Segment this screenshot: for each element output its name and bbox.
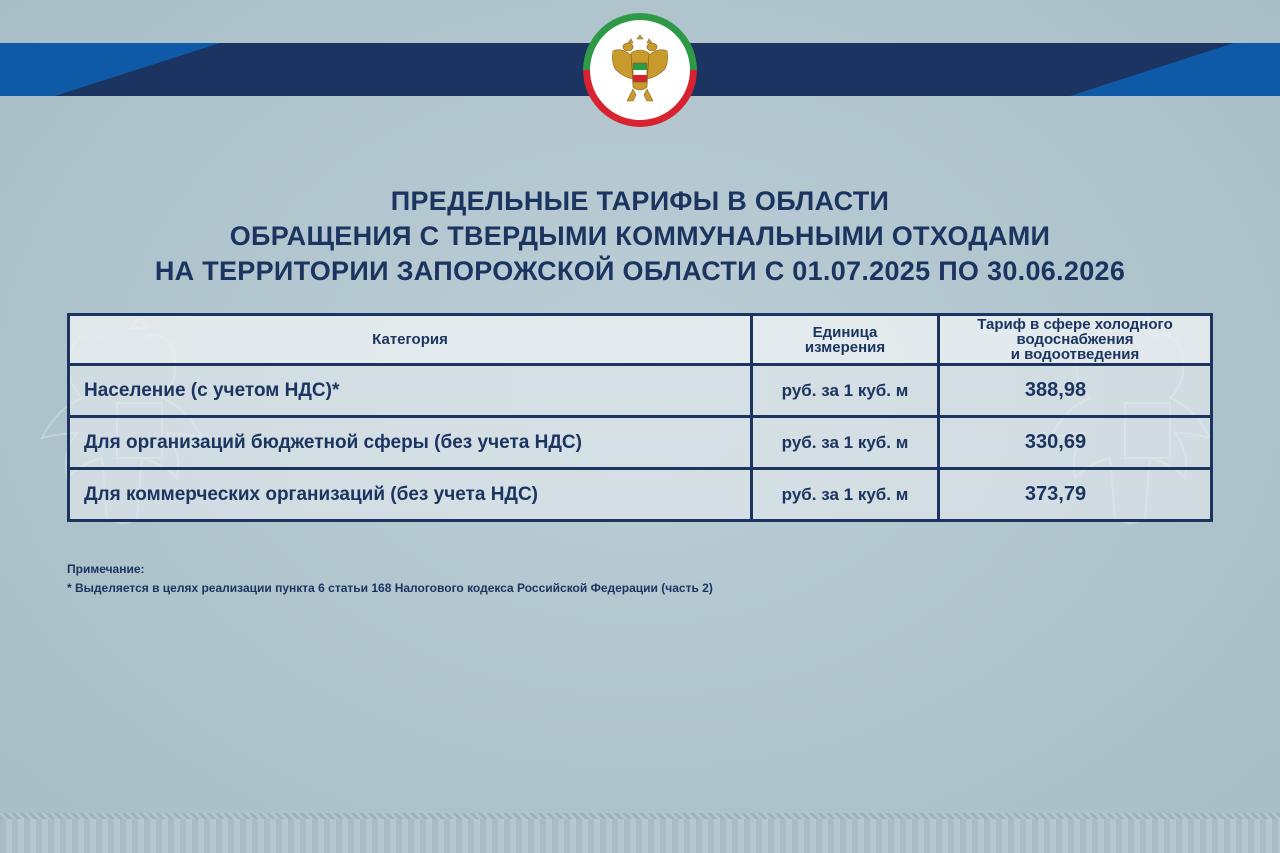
- row-category: Население (с учетом НДС)*: [69, 365, 752, 417]
- header-tariff: [939, 315, 1212, 365]
- page-title-line-2: ОБРАЩЕНИЯ С ТВЕРДЫМИ КОММУНАЛЬНЫМИ ОТХОДАМИ: [229, 221, 1051, 251]
- header-band-stripe-right: [1070, 43, 1280, 96]
- row-unit: руб. за 1 куб. м: [752, 417, 939, 469]
- row-value: 373,79: [939, 469, 1212, 521]
- header-tariff-line-1: Тариф в сфере холодного: [977, 316, 1173, 333]
- bottom-decorative-strip: [0, 813, 1280, 853]
- row-category: Для коммерческих организаций (без учета НДС): [69, 469, 752, 521]
- row-unit: руб. за 1 куб. м: [752, 469, 939, 521]
- header-band-stripe-left: [0, 43, 220, 96]
- page-title-line-3: НА ТЕРРИТОРИИ ЗАПОРОЖСКОЙ ОБЛАСТИ С 01.07.2025 ПО 30.06.2026: [154, 256, 1126, 286]
- coat-of-arms-emblem-icon: [583, 13, 697, 127]
- table-row: [69, 417, 1212, 469]
- row-unit: руб. за 1 куб. м: [752, 365, 939, 417]
- table-header-row: [69, 315, 1212, 365]
- header-unit-line-1: Единица: [812, 323, 878, 341]
- row-category: Для организаций бюджетной сферы (без учета НДС): [69, 417, 752, 469]
- tariffs-table: [67, 313, 1213, 522]
- header-tariff-line-3: и водоотведения: [1010, 346, 1140, 363]
- row-value: 388,98: [939, 365, 1212, 417]
- page-title-line-1: ПРЕДЕЛЬНЫЕ ТАРИФЫ В ОБЛАСТИ: [390, 186, 890, 216]
- row-value: 330,69: [939, 417, 1212, 469]
- header-category: Категория: [69, 315, 752, 365]
- page-title: [0, 184, 1280, 289]
- table-row: [69, 365, 1212, 417]
- footnote-label: Примечание:: [67, 562, 145, 576]
- footnote-text: * Выделяется в целях реализации пункта 6 статьи 168 Налогового кодекса Российской Федерации (часть 2): [67, 581, 713, 595]
- header-tariff-line-2: водоснабжения: [1016, 331, 1134, 348]
- header-unit-line-2: измерения: [804, 338, 886, 356]
- footnote: [67, 560, 713, 598]
- table-row: [69, 469, 1212, 521]
- header-unit: [752, 315, 939, 365]
